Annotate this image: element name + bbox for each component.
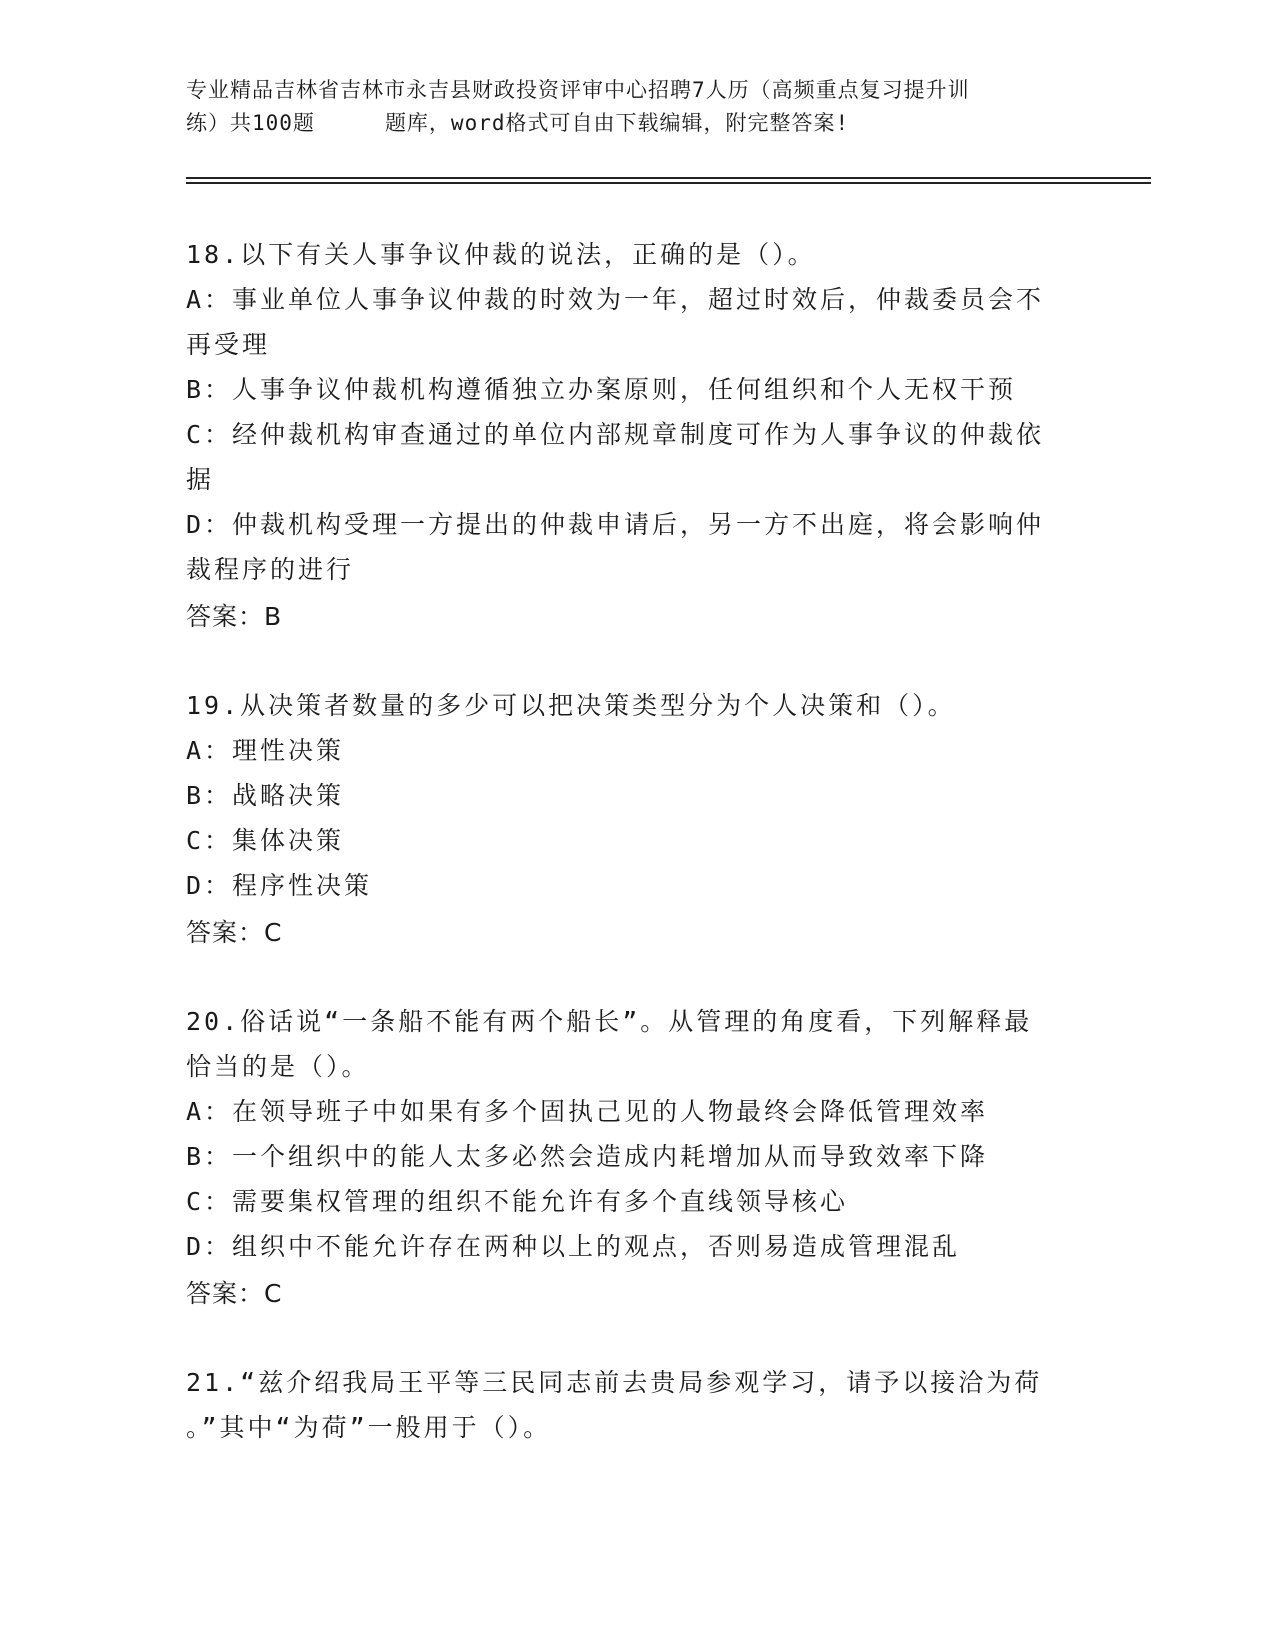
answer-option: B：人事争议仲裁机构遵循独立办案原则，任何组织和个人无权干预	[186, 375, 1017, 404]
answer-key: 答案：C	[186, 918, 283, 947]
answer-option: D：仲裁机构受理一方提出的仲裁申请后，另一方不出庭，将会影响仲	[186, 510, 1045, 539]
question-stem: 20.俗话说“一条船不能有两个船长”。从管理的角度看，下列解释最	[186, 1007, 1033, 1036]
header-rule-bottom	[186, 182, 1151, 184]
answer-option: 裁程序的进行	[186, 555, 355, 584]
document-header	[186, 74, 1086, 140]
answer-option: C：经仲裁机构审查通过的单位内部规章制度可作为人事争议的仲裁依	[186, 420, 1045, 449]
question-block	[186, 683, 1086, 955]
answer-option: 再受理	[186, 330, 271, 359]
answer-option: B：战略决策	[186, 781, 345, 810]
answer-option: B：一个组织中的能人太多必然会造成内耗增加从而导致效率下降	[186, 1142, 989, 1171]
answer-option: C：需要集权管理的组织不能允许有多个直线领导核心	[186, 1187, 849, 1216]
header-title-line-2	[186, 107, 1086, 140]
question-stem: 18.以下有关人事争议仲裁的说法，正确的是（）。	[186, 240, 816, 269]
answer-option: C：集体决策	[186, 826, 345, 855]
question-stem: 19.从决策者数量的多少可以把决策类型分为个人决策和（）。	[186, 691, 956, 720]
header-title-part-a: 练）共100题	[186, 111, 315, 135]
answer-option: A：事业单位人事争议仲裁的时效为一年，超过时效后，仲裁委员会不	[186, 285, 1045, 314]
question-stem: 恰当的是（）。	[186, 1052, 370, 1081]
header-title-line-1: 专业精品吉林省吉林市永吉县财政投资评审中心招聘7人历（高频重点复习提升训	[186, 78, 970, 102]
question-block	[186, 1360, 1086, 1450]
answer-option: D：程序性决策	[186, 871, 373, 900]
answer-option: A：在领导班子中如果有多个固执己见的人物最终会降低管理效率	[186, 1097, 989, 1126]
question-block	[186, 232, 1086, 639]
answer-option: A：理性决策	[186, 736, 345, 765]
question-block	[186, 999, 1086, 1316]
answer-key: 答案：C	[186, 1279, 283, 1308]
question-list	[186, 232, 1086, 1494]
question-stem: 21.“兹介绍我局王平等三民同志前去贵局参观学习，请予以接洽为荷	[186, 1368, 1043, 1397]
answer-option: D：组织中不能允许存在两种以上的观点，否则易造成管理混乱	[186, 1232, 961, 1261]
question-stem: 。”其中“为荷”一般用于（）。	[186, 1413, 552, 1442]
answer-option: 据	[186, 465, 215, 494]
answer-key: 答案：B	[186, 602, 283, 631]
header-title-part-b: 题库，word格式可自由下载编辑，附完整答案!	[384, 111, 850, 135]
header-rule-top	[186, 177, 1151, 179]
